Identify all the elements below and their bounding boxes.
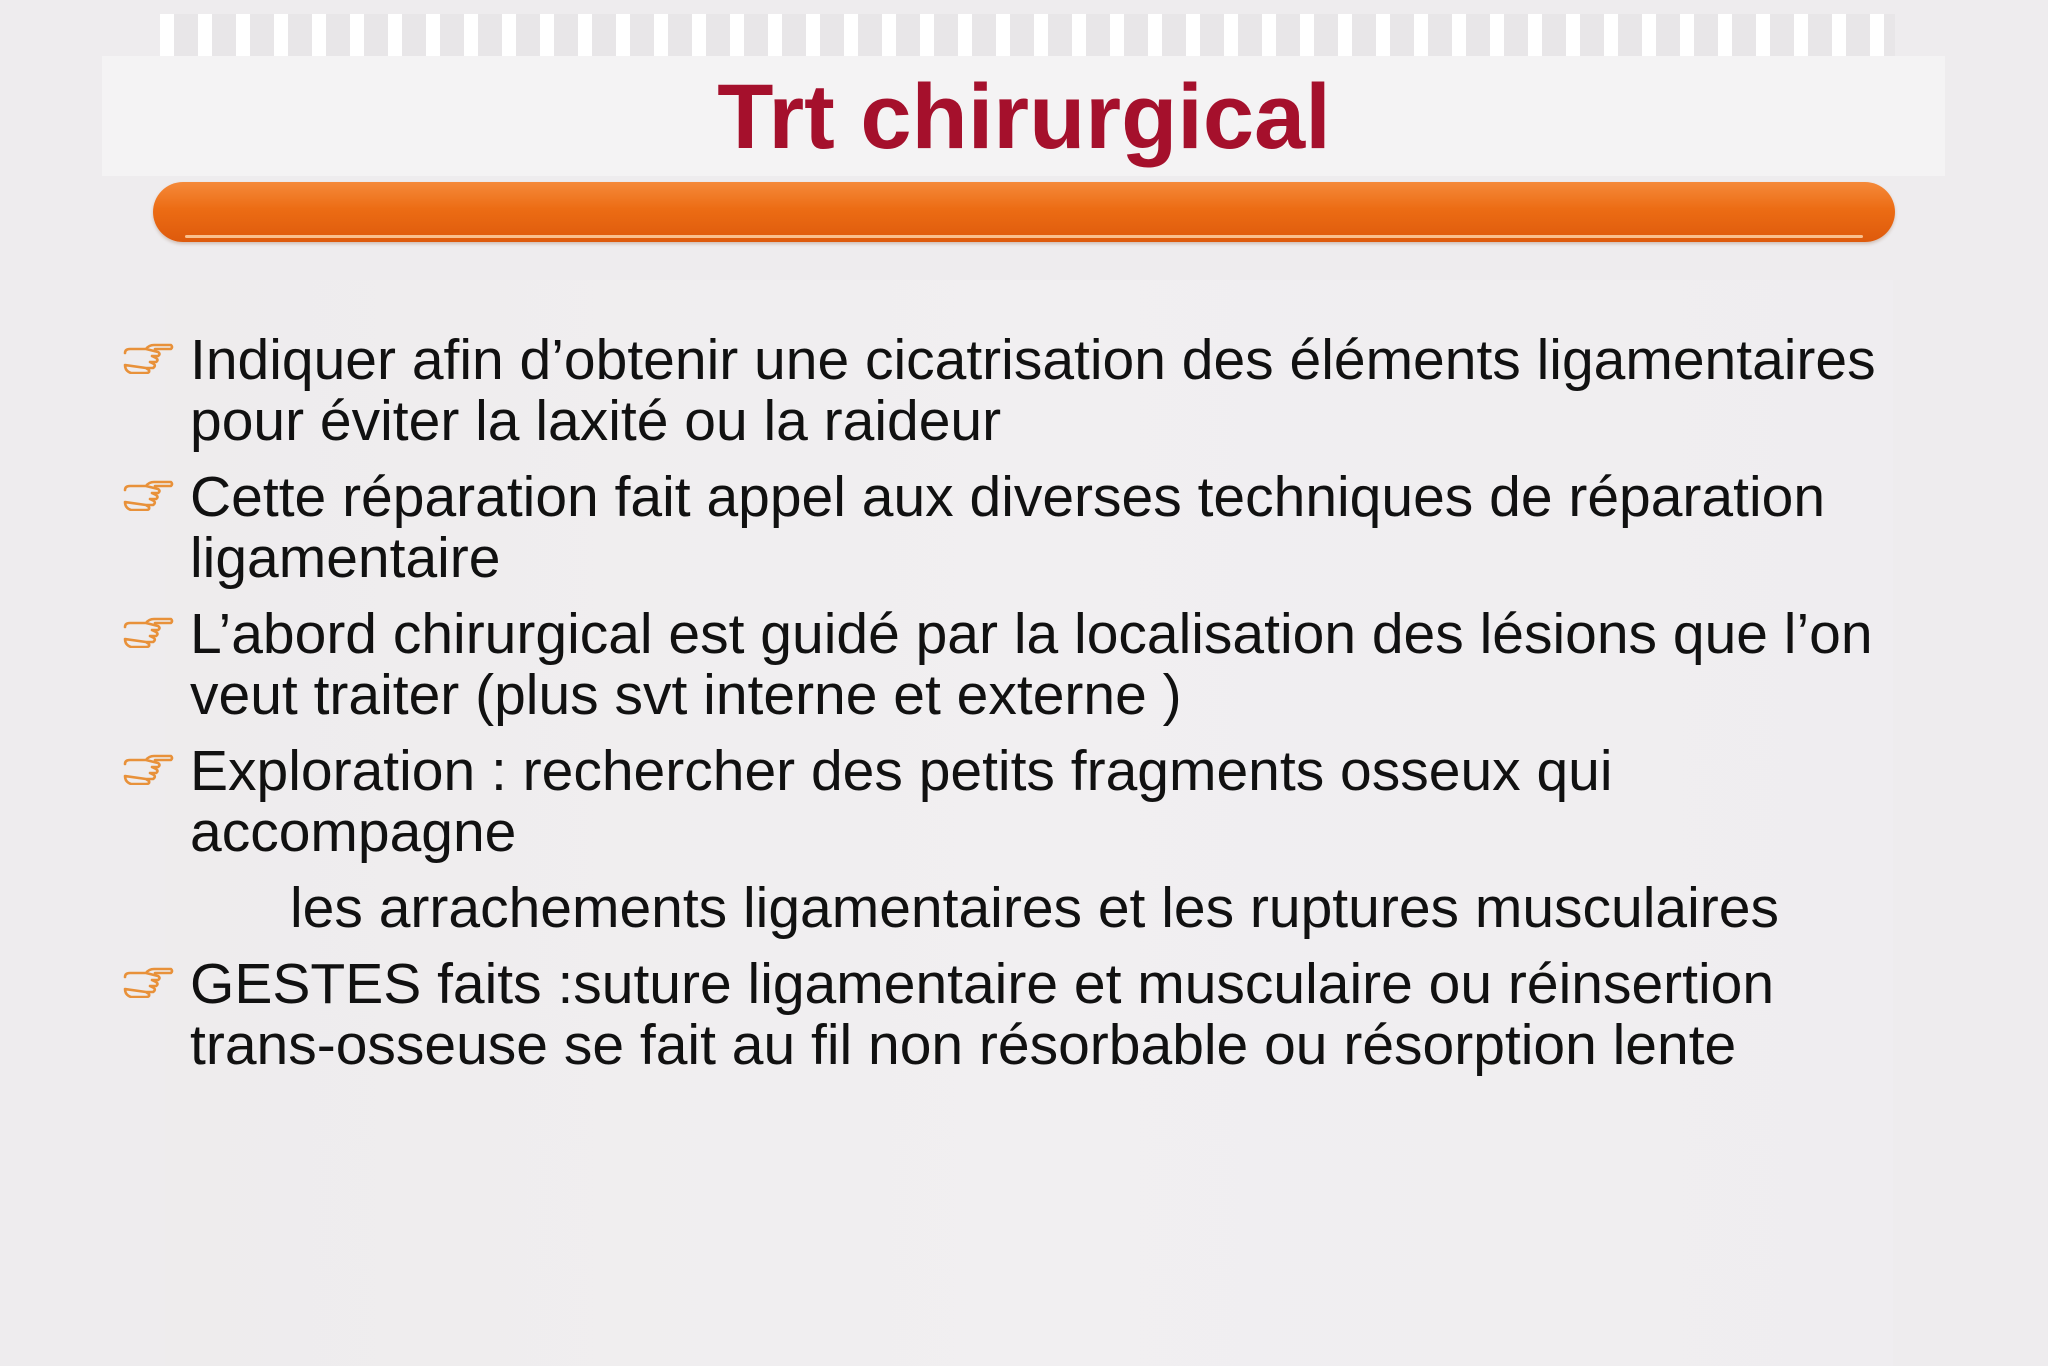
bullet-list [120,330,1920,1091]
accent-bar-highlight [185,235,1863,238]
notebook-binding-strip [160,14,1895,62]
pointing-hand-icon [122,477,174,511]
bullet-item [120,467,1920,589]
bullet-continuation: les arrachements ligamentaires et les ruptures musculaires [290,876,1779,940]
pointing-hand-icon [122,340,174,374]
accent-bar [153,182,1895,242]
slide-title: Trt chirurgical [717,66,1331,168]
binding-ticks [160,14,1895,62]
pointing-hand-icon [122,964,174,998]
bullet-item [120,330,1920,452]
pointing-hand-icon [122,751,174,785]
pointing-hand-icon [122,614,174,648]
bullet-item [120,741,1920,863]
bullet-item [120,954,1920,1076]
bullet-text: Exploration : rechercher des petits fragments osseux qui accompagne [190,739,1613,864]
bullet-text: GESTES faits :suture ligamentaire et musculaire ou réinsertion trans-osseuse se fait au fil non résorbable ou résorption lente [190,952,1775,1077]
bullet-text: Cette réparation fait appel aux diverses techniques de réparation ligamentaire [190,465,1826,590]
bullet-item [120,604,1920,726]
bullet-text: Indiquer afin d’obtenir une cicatrisation des éléments ligamentaires pour éviter la laxité ou la raideur [190,328,1876,453]
bullet-text: L’abord chirurgical est guidé par la localisation des lésions que l’on veut traiter (plus svt interne et externe ) [190,602,1873,727]
